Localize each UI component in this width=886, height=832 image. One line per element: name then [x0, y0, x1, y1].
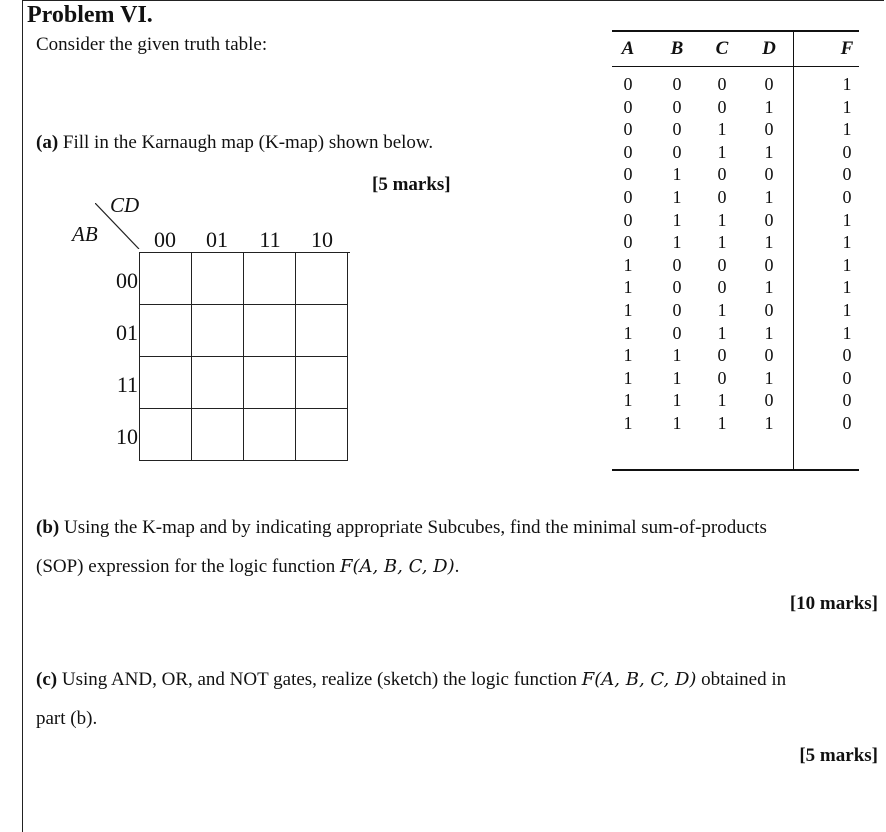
truth-table-cell: 0 [672, 322, 682, 343]
truth-table-cell: 0 [672, 74, 682, 94]
kmap-cell[interactable] [140, 305, 192, 357]
truth-table-row [612, 163, 859, 186]
truth-table-cell: 1 [717, 232, 727, 253]
truth-table-cell: 0 [623, 186, 633, 207]
kmap-cell[interactable] [244, 253, 296, 305]
kmap-row-label: 10 [116, 424, 138, 449]
truth-table-cell: 0 [764, 254, 774, 275]
truth-table-header-f: F [840, 38, 854, 59]
truth-table-cell: 1 [842, 209, 852, 230]
truth-table-cell: 1 [717, 412, 727, 433]
truth-table-cell: 0 [717, 254, 727, 275]
truth-table-row [612, 367, 859, 390]
truth-table-cell: 0 [842, 164, 852, 185]
truth-table-cell: 0 [842, 141, 852, 162]
kmap-cell[interactable] [244, 357, 296, 409]
page-top-border [22, 0, 884, 1]
truth-table-cell: 0 [623, 164, 633, 185]
kmap-cell[interactable] [140, 409, 192, 461]
truth-table-row [612, 344, 859, 367]
part-c-text-end: obtained in [696, 669, 787, 690]
truth-table-cell: 0 [842, 390, 852, 411]
kmap-cell[interactable] [192, 305, 244, 357]
truth-table-cell: 1 [764, 96, 774, 117]
truth-table-row [612, 141, 859, 164]
truth-table-row [612, 73, 859, 96]
truth-table-cell: 0 [672, 299, 682, 320]
part-c-function: F(A, B, C, D) [581, 669, 697, 690]
truth-table-cell: 1 [672, 367, 682, 388]
part-b-text: Using the K-map and by indicating appropriate Subcubes, find the minimal sum-of-products [59, 517, 767, 538]
part-b-label: (b) [36, 517, 60, 538]
truth-table-cell: 1 [764, 277, 774, 298]
kmap-col-label: 11 [259, 227, 281, 252]
truth-table-bottom-rule [612, 469, 859, 471]
kmap-row-label: 11 [116, 372, 138, 397]
truth-table-cell: 1 [717, 390, 727, 411]
truth-table-cell: 0 [764, 119, 774, 140]
truth-table-cell: 1 [842, 299, 852, 320]
kmap-cd-label: CD [110, 193, 140, 217]
kmap-row-label: 00 [116, 268, 138, 293]
truth-table-cell: 1 [672, 209, 682, 230]
page-left-border [22, 0, 23, 832]
truth-table-header-b: B [670, 38, 684, 59]
truth-table-cell: 1 [672, 390, 682, 411]
kmap-cell[interactable] [192, 253, 244, 305]
part-c-question [36, 669, 786, 691]
truth-table-cell: 1 [717, 209, 727, 230]
truth-table-cell: 0 [672, 254, 682, 275]
truth-table-cell: 0 [672, 277, 682, 298]
kmap-cell[interactable] [140, 357, 192, 409]
kmap-col-label: 10 [311, 227, 333, 252]
truth-table-cell: 1 [764, 186, 774, 207]
kmap-col-label: 01 [206, 227, 228, 252]
kmap-cell[interactable] [296, 357, 348, 409]
truth-table-cell: 0 [842, 345, 852, 366]
kmap-grid [139, 252, 350, 461]
truth-table-cell: 0 [623, 119, 633, 140]
truth-table-body [612, 73, 859, 435]
truth-table-cell: 0 [672, 141, 682, 162]
part-c-text: Using AND, OR, and NOT gates, realize (sketch) the logic function [57, 669, 582, 690]
part-b-function: F(A, B, C, D) [339, 556, 455, 577]
part-b-text-2: (SOP) expression for the logic function [36, 556, 340, 577]
truth-table-cell: 1 [672, 186, 682, 207]
truth-table-cell: 0 [717, 345, 727, 366]
truth-table-cell: 0 [717, 277, 727, 298]
truth-table-row [612, 389, 859, 412]
truth-table-cell: 1 [623, 299, 633, 320]
truth-table-row [612, 209, 859, 232]
truth-table-cell: 0 [717, 164, 727, 185]
truth-table-header-rule [612, 66, 859, 67]
kmap-cell[interactable] [244, 305, 296, 357]
truth-table-cell: 0 [623, 232, 633, 253]
truth-table-cell: 1 [842, 232, 852, 253]
kmap-cell[interactable] [296, 409, 348, 461]
kmap-cell[interactable] [192, 409, 244, 461]
truth-table-cell: 1 [717, 322, 727, 343]
kmap-cell[interactable] [140, 253, 192, 305]
truth-table-cell: 0 [764, 390, 774, 411]
part-b-question [36, 517, 767, 539]
truth-table-cell: 1 [842, 254, 852, 275]
truth-table-cell: 1 [764, 412, 774, 433]
kmap-cell[interactable] [296, 253, 348, 305]
truth-table-cell: 0 [672, 119, 682, 140]
truth-table-row [612, 254, 859, 277]
truth-table-cell: 1 [764, 141, 774, 162]
truth-table-cell: 1 [623, 390, 633, 411]
truth-table-cell: 0 [717, 74, 727, 94]
truth-table-row [612, 412, 859, 435]
truth-table-row [612, 322, 859, 345]
truth-table-header-d: D [762, 38, 776, 59]
part-c-marks: [5 marks] [799, 745, 878, 766]
truth-table-cell: 0 [764, 345, 774, 366]
part-b-marks: [10 marks] [789, 593, 878, 614]
truth-table-cell: 1 [672, 345, 682, 366]
truth-table-row [612, 276, 859, 299]
kmap-cell[interactable] [244, 409, 296, 461]
truth-table-cell: 0 [717, 367, 727, 388]
truth-table-cell: 0 [764, 209, 774, 230]
truth-table-cell: 1 [623, 412, 633, 433]
truth-table-cell: 1 [717, 141, 727, 162]
kmap-row-label: 01 [116, 320, 138, 345]
truth-table-cell: 0 [842, 412, 852, 433]
truth-table-row [612, 231, 859, 254]
truth-table-cell: 1 [842, 96, 852, 117]
truth-table-cell: 0 [764, 299, 774, 320]
part-a-label: (a) [36, 132, 59, 153]
kmap-cell[interactable] [296, 305, 348, 357]
part-b-period: . [454, 556, 460, 577]
truth-table-cell: 1 [672, 232, 682, 253]
part-a-text: Fill in the Karnaugh map (K-map) shown below. [58, 132, 434, 153]
truth-table-cell: 0 [623, 209, 633, 230]
truth-table-cell: 0 [623, 74, 633, 94]
truth-table-header-a: A [621, 38, 635, 59]
kmap-cell[interactable] [192, 357, 244, 409]
truth-table-cell: 1 [764, 322, 774, 343]
truth-table-cell: 1 [764, 367, 774, 388]
truth-table-cell: 1 [764, 232, 774, 253]
truth-table-cell: 1 [717, 119, 727, 140]
truth-table-row [612, 96, 859, 119]
truth-table-cell: 0 [672, 96, 682, 117]
truth-table-header-c: C [715, 38, 729, 59]
truth-table-row [612, 186, 859, 209]
truth-table-cell: 1 [717, 299, 727, 320]
problem-intro: Consider the given truth table: [36, 34, 268, 55]
truth-table-cell: 0 [842, 186, 852, 207]
truth-table-cell: 1 [672, 164, 682, 185]
kmap-col-label: 00 [154, 227, 176, 252]
truth-table-row [612, 299, 859, 322]
truth-table-cell: 1 [842, 277, 852, 298]
truth-table-cell: 1 [623, 254, 633, 275]
truth-table-cell: 0 [717, 96, 727, 117]
part-c-question-line2: part (b). [36, 708, 98, 729]
truth-table-cell: 1 [623, 367, 633, 388]
kmap-ab-label: AB [72, 222, 98, 246]
truth-table-cell: 0 [623, 141, 633, 162]
truth-table-row [612, 118, 859, 141]
truth-table-cell: 0 [623, 96, 633, 117]
part-a-marks: [5 marks] [372, 174, 451, 195]
truth-table-top-rule [612, 30, 859, 32]
part-b-question-line2 [36, 556, 459, 578]
truth-table-cell: 1 [672, 412, 682, 433]
truth-table-cell: 0 [764, 164, 774, 185]
truth-table-cell: 1 [623, 345, 633, 366]
part-a-question [36, 132, 433, 154]
truth-table-cell: 1 [623, 277, 633, 298]
truth-table-cell: 1 [842, 119, 852, 140]
part-c-label: (c) [36, 669, 58, 690]
problem-title: Problem VI. [27, 2, 153, 28]
truth-table-cell: 1 [842, 322, 852, 343]
truth-table-cell: 0 [764, 74, 774, 94]
truth-table-cell: 0 [842, 367, 852, 388]
truth-table-cell: 1 [842, 74, 852, 94]
truth-table-cell: 0 [717, 186, 727, 207]
truth-table-cell: 1 [623, 322, 633, 343]
